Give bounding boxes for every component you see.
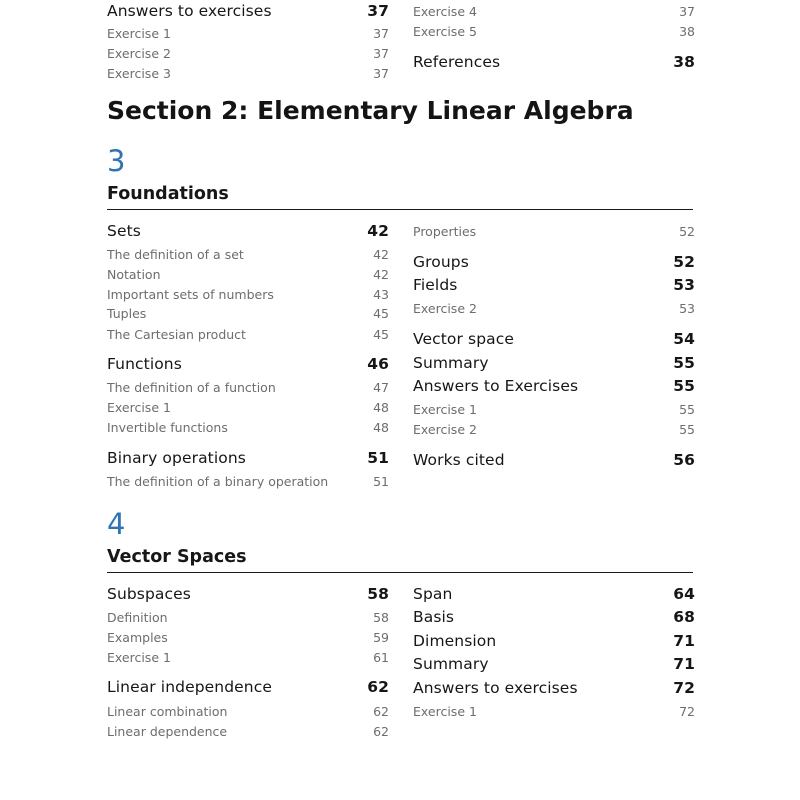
toc-entry-title: Linear combination <box>107 704 228 719</box>
toc-entry-page: 47 <box>373 380 389 395</box>
toc-entry-page: 59 <box>373 630 389 645</box>
toc-entry-title: Dimension <box>413 632 497 650</box>
toc-entry-title: References <box>413 53 501 71</box>
toc-entry-page: 43 <box>373 287 389 302</box>
toc-entry-title: Functions <box>107 355 182 373</box>
chapter-divider <box>107 572 693 573</box>
toc-entry-title: Basis <box>413 608 455 626</box>
toc-entry-page: 37 <box>367 2 389 20</box>
chapter-number: 3 <box>107 144 126 178</box>
toc-entry-title: The definition of a set <box>107 247 244 262</box>
toc-entry-title: Exercise 3 <box>107 66 171 81</box>
toc-entry-title: Invertible functions <box>107 420 228 435</box>
toc-entry-title: Exercise 1 <box>107 400 171 415</box>
toc-entry-title: Groups <box>413 253 469 271</box>
toc-entry-title: The definition of a binary operation <box>107 474 329 489</box>
toc-entry-page: 45 <box>373 306 389 321</box>
toc-entry-title: Linear independence <box>107 678 272 696</box>
toc-entry-title: Properties <box>413 224 477 239</box>
toc-entry-title: The Cartesian product <box>107 327 246 342</box>
toc-entry-page: 62 <box>373 724 389 739</box>
toc-entry-title: Summary <box>413 354 489 372</box>
toc-entry-page: 62 <box>373 704 389 719</box>
toc-entry-title: Definition <box>107 610 168 625</box>
toc-entry-title: Summary <box>413 655 489 673</box>
toc-entry-title: Sets <box>107 222 141 240</box>
toc-entry-page: 55 <box>673 354 695 372</box>
toc-entry-page: 61 <box>373 650 389 665</box>
toc-entry-title: Exercise 1 <box>413 402 477 417</box>
toc-entry-page: 42 <box>373 267 389 282</box>
toc-entry-page: 55 <box>679 422 695 437</box>
toc-entry-title: Exercise 1 <box>413 704 477 719</box>
toc-entry-page: 56 <box>673 451 695 469</box>
toc-entry-title: Exercise 1 <box>107 650 171 665</box>
toc-entry-title: Examples <box>107 630 168 645</box>
toc-entry-title: Exercise 1 <box>107 26 171 41</box>
toc-entry-page: 37 <box>373 66 389 81</box>
toc-entry-page: 38 <box>679 24 695 39</box>
toc-entry-page: 52 <box>679 224 695 239</box>
toc-entry-page: 53 <box>679 301 695 316</box>
toc-entry-title: Answers to exercises <box>413 679 578 697</box>
chapter-number: 4 <box>107 507 126 541</box>
toc-entry-title: Linear dependence <box>107 724 228 739</box>
toc-entry-title: Exercise 2 <box>413 301 477 316</box>
toc-entry-page: 58 <box>367 585 389 603</box>
toc-entry-page: 37 <box>373 46 389 61</box>
toc-entry-title: Binary operations <box>107 449 246 467</box>
chapter-title: Foundations <box>107 184 229 204</box>
toc-entry-title: Exercise 5 <box>413 24 477 39</box>
toc-entry-page: 46 <box>367 355 389 373</box>
toc-entry-title: Fields <box>413 276 458 294</box>
toc-entry-title: Notation <box>107 267 161 282</box>
toc-entry-page: 62 <box>367 678 389 696</box>
toc-entry-page: 37 <box>373 26 389 41</box>
toc-entry-title: Exercise 4 <box>413 4 477 19</box>
toc-entry-page: 54 <box>673 330 695 348</box>
toc-entry-page: 64 <box>673 585 695 603</box>
toc-entry-page: 51 <box>373 474 389 489</box>
toc-entry-title: Span <box>413 585 453 603</box>
chapter-divider <box>107 209 693 210</box>
chapter-title: Vector Spaces <box>107 547 247 567</box>
toc-entry-page: 48 <box>373 400 389 415</box>
toc-entry-page: 58 <box>373 610 389 625</box>
toc-entry-title: Exercise 2 <box>413 422 477 437</box>
toc-entry-title: Tuples <box>107 306 147 321</box>
toc-entry-page: 45 <box>373 327 389 342</box>
toc-entry-page: 55 <box>673 377 695 395</box>
toc-entry-title: Exercise 2 <box>107 46 171 61</box>
toc-entry-page: 51 <box>367 449 389 467</box>
toc-entry-page: 42 <box>373 247 389 262</box>
toc-entry-title: The definition of a function <box>107 380 276 395</box>
toc-entry-page: 55 <box>679 402 695 417</box>
toc-entry-page: 72 <box>679 704 695 719</box>
toc-entry-title: Vector space <box>413 330 514 348</box>
toc-entry-page: 48 <box>373 420 389 435</box>
toc-entry-page: 42 <box>367 222 389 240</box>
toc-entry-title: Answers to Exercises <box>413 377 579 395</box>
toc-entry-page: 53 <box>673 276 695 294</box>
section-title: Section 2: Elementary Linear Algebra <box>107 96 634 125</box>
toc-entry-title: Works cited <box>413 451 505 469</box>
toc-entry-title: Important sets of numbers <box>107 287 274 302</box>
toc-entry-page: 71 <box>673 655 695 673</box>
toc-entry-page: 37 <box>679 4 695 19</box>
toc-entry-page: 72 <box>673 679 695 697</box>
toc-entry-page: 52 <box>673 253 695 271</box>
toc-entry-page: 38 <box>673 53 695 71</box>
toc-entry-title: Subspaces <box>107 585 191 603</box>
toc-entry-title: Answers to exercises <box>107 2 272 20</box>
toc-entry-page: 68 <box>673 608 695 626</box>
toc-entry-page: 71 <box>673 632 695 650</box>
